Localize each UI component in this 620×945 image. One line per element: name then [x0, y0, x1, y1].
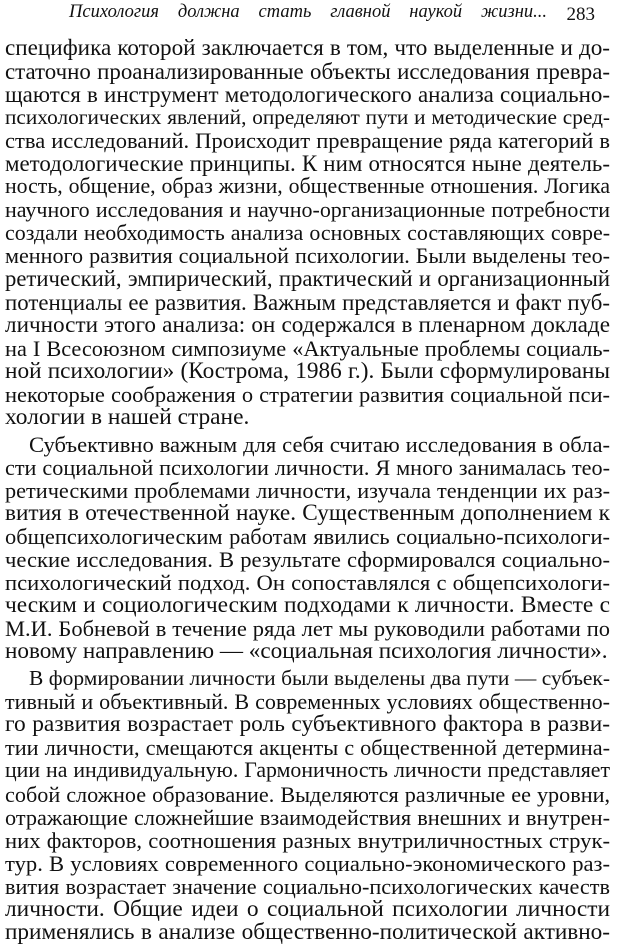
- paragraph-2: [5, 433, 610, 663]
- text-line: применялись в анализе общественно-политической активно-: [5, 918, 610, 945]
- text-line: щаются в инструмент методологического анализа социально-: [5, 82, 610, 108]
- body-text: [5, 37, 610, 944]
- text-line: сти социальной психологии личности. Я много занималась тео-: [5, 454, 610, 480]
- text-line: психологических явлений, определяют пути и методические сред-: [5, 105, 610, 130]
- text-line: личности. Общие идеи о социальной психологии личности: [5, 895, 610, 922]
- running-head: [5, 0, 610, 38]
- text-line: статочно проанализированные объекты исследования превра-: [5, 59, 610, 85]
- text-line: ность, общение, образ жизни, общественные отношения. Логика: [5, 174, 610, 199]
- text-line: го развития возрастает роль субъективного фактора в разви-: [5, 711, 610, 738]
- text-line: отражающие сложнейшие взаимодействия внешних и внутрен-: [5, 804, 610, 830]
- text-line: ческие исследования. В результате сформировался социально-: [5, 547, 610, 573]
- text-line: научного исследования и научно-организационные потребности: [5, 197, 610, 223]
- text-line: тии личности, смещаются акценты с общественной детермина-: [5, 735, 610, 761]
- text-line: на I Всесоюзном симпозиуме «Актуальные проблемы социаль-: [5, 335, 610, 361]
- text-line: вития возрастает значение социально-психологических качеств: [5, 873, 610, 899]
- text-line: хологии в нашей стране.: [5, 403, 250, 430]
- text-line: некоторые соображения о стратегии развития социальной пси-: [5, 381, 610, 407]
- page-number: 283: [566, 4, 595, 25]
- text-line: ной психологии» (Кострома, 1986 г.). Были сформулированы: [5, 357, 610, 384]
- text-line: ции на индивидуальную. Гармоничность личности представляет: [5, 758, 610, 783]
- paragraph-3: [5, 667, 610, 944]
- text-line: тур. В условиях современного социально-экономического раз-: [5, 850, 610, 876]
- text-line: них факторов, соотношения разных внутриличностных струк-: [5, 827, 610, 853]
- text-line: ретический, эмпирический, практический и организационный: [5, 266, 610, 292]
- text-line: В формировании личности были выделены два пути — субъек-: [29, 666, 610, 691]
- text-line: тивный и объективный. В современных условиях общественно-: [5, 689, 610, 715]
- text-line: психологический подход. Он сопоставлялся с общепсихологи-: [5, 570, 610, 596]
- text-line: Субъективно важным для себя считаю исследования в обла-: [29, 431, 610, 457]
- text-line: вития в отечественной науке. Существенным дополнением к: [5, 499, 610, 526]
- text-line: специфика которой заключается в том, что выделенные и до-: [5, 35, 610, 61]
- text-line: потенциалы ее развития. Важным представляется и факт пуб-: [5, 289, 610, 315]
- text-line: М.И. Бобневой в течение ряда лет мы руководили работами по: [5, 616, 610, 642]
- text-line: ства исследований. Происходит превращение ряда категорий в: [5, 128, 610, 154]
- text-line: менного развития социальной психологии. Были выделены тео-: [5, 243, 610, 269]
- running-title: Психология должна стать главной наукой жизни...: [69, 2, 547, 22]
- paragraph-1: [5, 37, 610, 429]
- text-line: ретическими проблемами личности, изучала тенденции их раз-: [5, 477, 610, 503]
- text-line: новому направлению — «социальная психология личности».: [5, 638, 608, 665]
- text-line: методологические принципы. К ним относятся ныне деятель-: [5, 151, 610, 177]
- text-line: создали необходимость анализа основных составляющих совре-: [5, 220, 610, 246]
- text-line: ческим и социологическим подходами к личности. Вместе с: [5, 592, 610, 619]
- text-line: собой сложное образование. Выделяются различные ее уровни,: [5, 781, 610, 807]
- text-line: общепсихологическим работам явились социально-психологи-: [5, 523, 610, 549]
- text-line: личности этого анализа: он содержался в пленарном докладе: [5, 311, 610, 338]
